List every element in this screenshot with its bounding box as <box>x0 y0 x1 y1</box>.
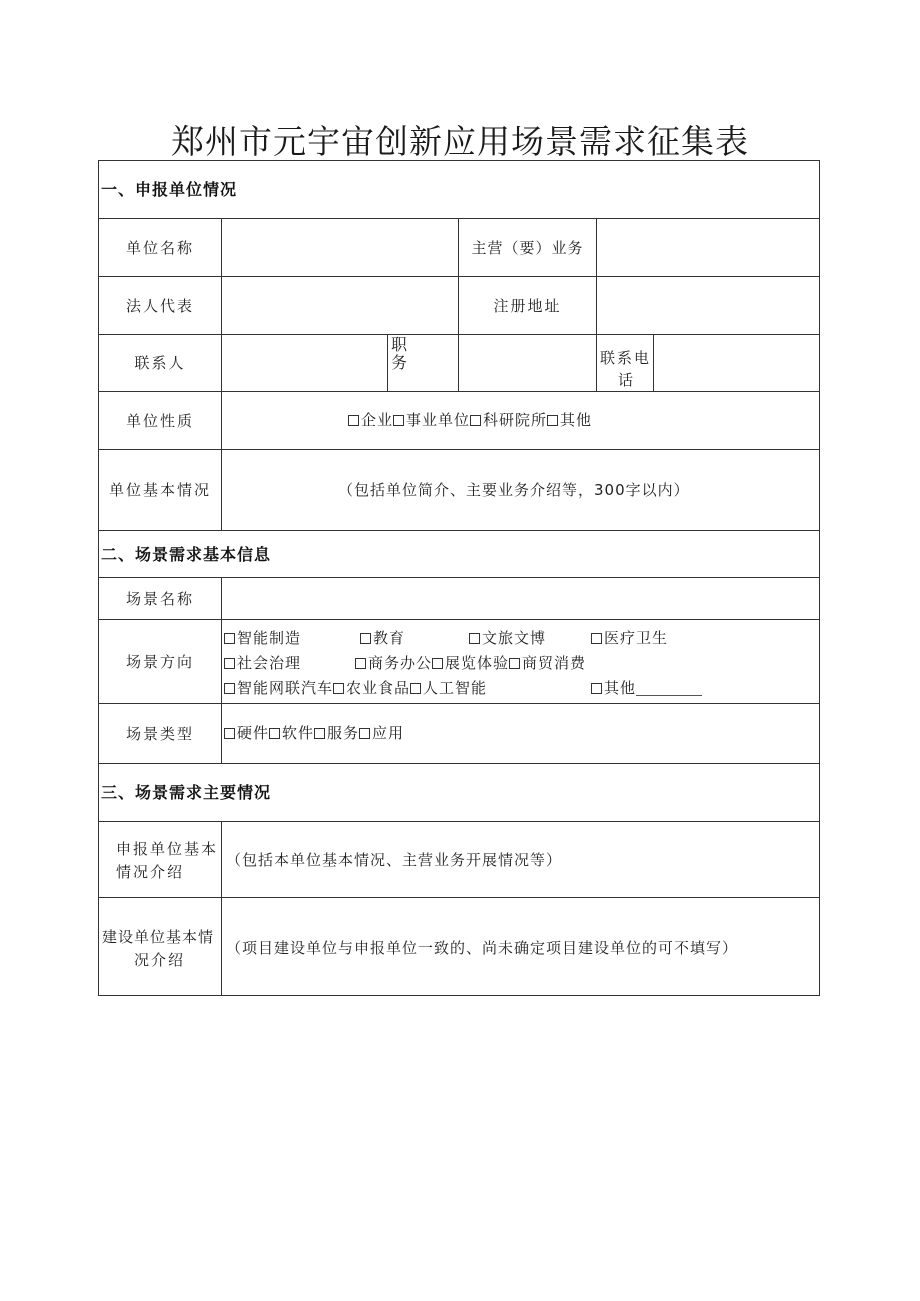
direction-option-group <box>355 653 586 673</box>
nature-option[interactable]: 事业单位 <box>393 410 470 430</box>
checkbox-icon <box>509 658 520 669</box>
direction-option[interactable]: 智能制造 <box>224 628 301 648</box>
applicant-intro-hint: （包括本单位基本情况、主营业务开展情况等） <box>226 851 563 869</box>
direction-option[interactable]: 智能网联汽车 <box>224 678 333 698</box>
type-option[interactable]: 硬件 <box>224 723 269 743</box>
phone-label-line2: 话 <box>618 371 636 389</box>
applicant-intro-label-line2: 情况介绍 <box>116 863 185 881</box>
checkbox-icon <box>314 728 325 739</box>
checkbox-icon <box>432 658 443 669</box>
direction-option[interactable]: 农业食品 <box>333 678 410 698</box>
row-divider <box>98 530 820 531</box>
phone-field[interactable] <box>654 335 820 391</box>
unit-name-label: 单位名称 <box>125 238 194 257</box>
checkbox-icon <box>269 728 280 739</box>
checkbox-icon <box>355 658 366 669</box>
main-business-field[interactable] <box>597 219 820 276</box>
basic-info-hint: （包括单位简介、主要业务介绍等，300字以内） <box>338 481 690 499</box>
scene-name-label: 场景名称 <box>125 589 194 608</box>
direction-option[interactable]: 文旅文博 <box>469 628 546 648</box>
checkbox-icon <box>224 683 235 694</box>
page-title: 郑州市元宇宙创新应用场景需求征集表 <box>171 122 749 161</box>
direction-option-group <box>224 678 487 698</box>
contact-field[interactable] <box>222 335 387 391</box>
nature-option[interactable]: 科研院所 <box>470 410 547 430</box>
main-business-label: 主营（要）业务 <box>471 238 584 257</box>
direction-option[interactable]: 社会治理 <box>224 653 301 673</box>
legal-rep-field[interactable] <box>222 277 458 334</box>
checkbox-icon <box>591 683 602 694</box>
type-option[interactable]: 软件 <box>269 723 314 743</box>
scene-name-field[interactable] <box>222 578 820 619</box>
nature-option[interactable]: 其他 <box>547 410 592 430</box>
type-label: 场景类型 <box>125 724 194 743</box>
checkbox-icon <box>469 633 480 644</box>
builder-intro-field[interactable] <box>222 898 820 996</box>
direction-option[interactable]: 教育 <box>360 628 405 648</box>
phone-label-line1: 联系电 <box>600 349 652 367</box>
direction-option[interactable]: 展览体验 <box>432 653 509 673</box>
type-option[interactable]: 服务 <box>314 723 359 743</box>
checkbox-icon <box>470 415 481 426</box>
col-divider <box>387 334 388 391</box>
type-option[interactable]: 应用 <box>359 723 404 743</box>
checkbox-icon <box>224 728 235 739</box>
direction-option[interactable]: 医疗卫生 <box>591 628 668 648</box>
position-label-line2: 务 <box>391 353 410 372</box>
section-heading-1: 一、申报单位情况 <box>101 180 238 199</box>
type-options <box>224 723 404 743</box>
direction-option[interactable]: 商贸消费 <box>509 653 586 673</box>
section-heading-2: 二、场景需求基本信息 <box>101 545 272 564</box>
checkbox-icon <box>547 415 558 426</box>
direction-option[interactable]: 商务办公 <box>355 653 432 673</box>
contact-label: 联系人 <box>134 354 186 372</box>
legal-rep-label: 法人代表 <box>125 296 194 315</box>
builder-intro-hint: （项目建设单位与申报单位一致的、尚未确定项目建设单位的可不填写） <box>226 939 739 957</box>
direction-option[interactable]: 人工智能 <box>410 678 487 698</box>
checkbox-icon <box>348 415 359 426</box>
checkbox-icon <box>360 633 371 644</box>
reg-address-label: 注册地址 <box>493 296 562 315</box>
reg-address-field[interactable] <box>597 277 820 334</box>
builder-intro-label-line2: 况介绍 <box>134 951 186 969</box>
checkbox-icon <box>224 658 235 669</box>
checkbox-icon <box>333 683 344 694</box>
direction-option-other[interactable]: 其他 <box>591 678 702 698</box>
checkbox-icon <box>410 683 421 694</box>
nature-options <box>348 410 592 430</box>
unit-name-field[interactable] <box>222 219 458 276</box>
other-blank-field[interactable] <box>636 681 702 696</box>
applicant-intro-field[interactable] <box>222 822 820 897</box>
checkbox-icon <box>591 633 602 644</box>
applicant-intro-label-line1: 申报单位基本 <box>116 840 219 858</box>
checkbox-icon <box>393 415 404 426</box>
nature-label: 单位性质 <box>125 411 194 430</box>
section-heading-3: 三、场景需求主要情况 <box>101 783 272 802</box>
direction-label: 场景方向 <box>125 652 194 671</box>
nature-option[interactable]: 企业 <box>348 410 393 430</box>
basic-info-label: 单位基本情况 <box>108 481 211 499</box>
position-label-line1: 职 <box>391 335 410 354</box>
checkbox-icon <box>224 633 235 644</box>
builder-intro-label-line1: 建设单位基本情 <box>102 928 215 946</box>
checkbox-icon <box>359 728 370 739</box>
position-field[interactable] <box>459 335 596 391</box>
row-divider <box>98 763 820 764</box>
